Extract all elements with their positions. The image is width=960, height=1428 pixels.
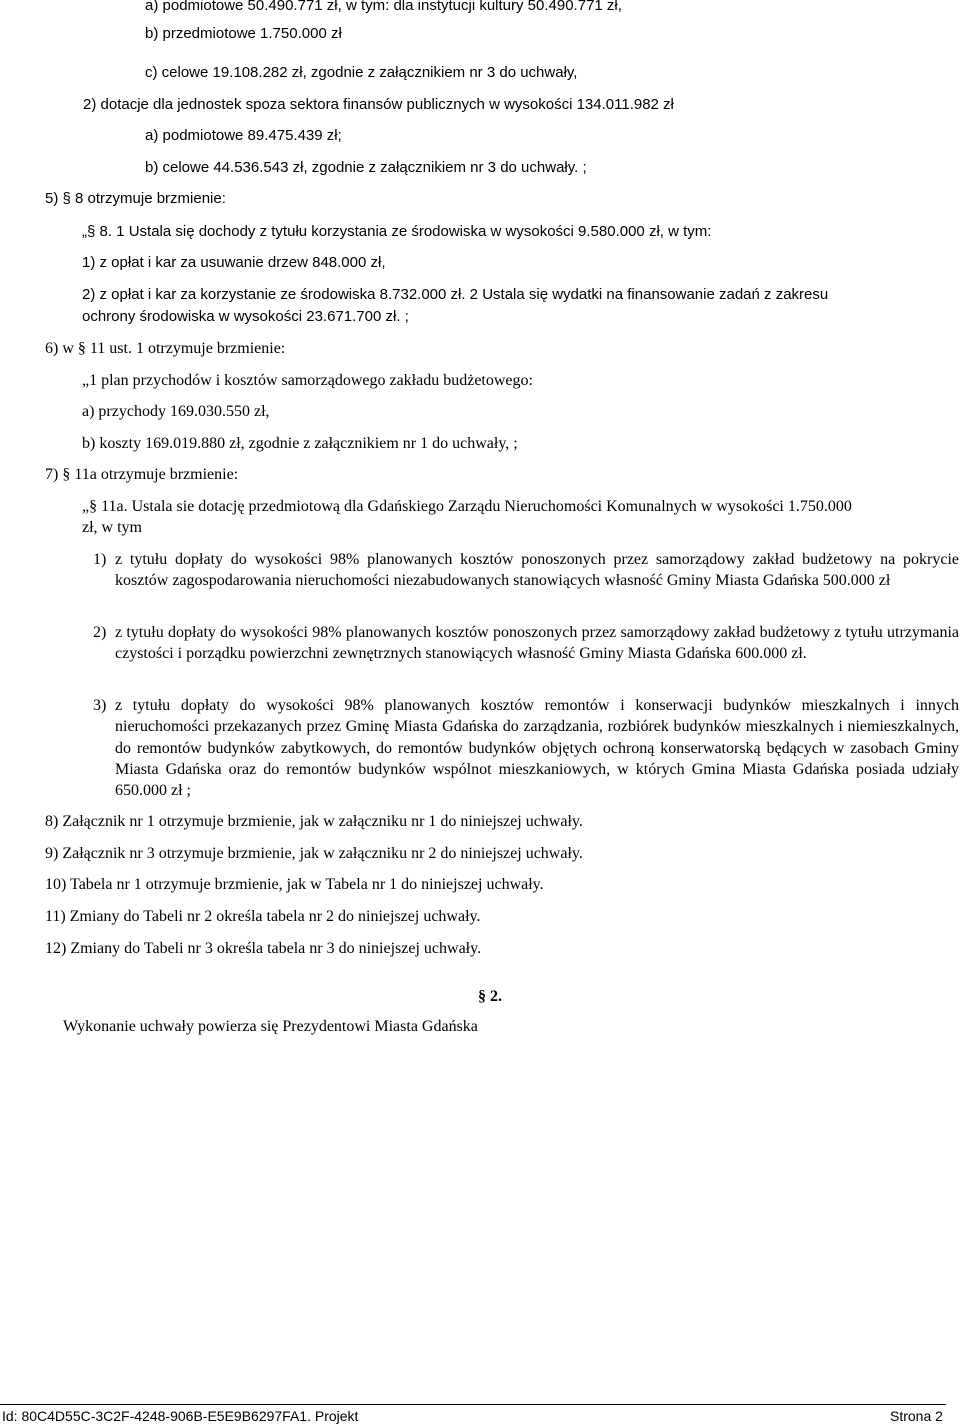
list-item-marker: 2) — [93, 624, 107, 641]
list-item — [93, 549, 959, 592]
text-line: a) podmiotowe 89.475.439 zł; — [145, 127, 342, 144]
amendment-point-11: 11) Zmiany do Tabeli nr 2 określa tabela nr 2 do niniejszej uchwały. — [45, 908, 481, 925]
amendment-point-10: 10) Tabela nr 1 otrzymuje brzmienie, jak w Tabela nr 1 do niniejszej uchwały. — [45, 876, 544, 893]
list-item — [93, 622, 959, 665]
section-heading: § 2. — [478, 988, 502, 1005]
amendment-point-6: 6) w § 11 ust. 1 otrzymuje brzmienie: — [45, 340, 286, 357]
amendment-point-8: 8) Załącznik nr 1 otrzymuje brzmienie, jak w załączniku nr 1 do niniejszej uchwały. — [45, 813, 583, 830]
text-line: 2) dotacje dla jednostek spoza sektora finansów publicznych w wysokości 134.011.982 zł — [83, 96, 674, 113]
text-line: „1 plan przychodów i kosztów samorządowego zakładu budżetowego: — [82, 372, 533, 389]
amendment-point-12: 12) Zmiany do Tabeli nr 3 określa tabela nr 3 do niniejszej uchwały. — [45, 940, 482, 957]
text-line: 1) z opłat i kar za usuwanie drzew 848.000 zł, — [82, 254, 386, 271]
text-line: „§ 8. 1 Ustala się dochody z tytułu korzystania ze środowiska w wysokości 9.580.000 zł, w tym: — [82, 223, 712, 240]
list-item-marker: 1) — [93, 551, 107, 568]
text-line: zł, w tym — [82, 519, 142, 536]
list-item-text: z tytułu dopłaty do wysokości 98% planowanych kosztów remontów i konserwacji budynków mieszkalnych i innych nieruchomości przekazanych przez Gminę Miasta Gdańska do zarządzania, rozbiórek budynków mieszkalnych i niemieszkalnych, do remontów budynków zabytkowych, do remontów budynków objętych ochroną konserwatorską będących w zasobach Gminy Miasta Gdańska oraz do remontów budynków wspólnot mieszkaniowych, w których Gmina Miasta Gdańska posiada udziały 650.000 zł ; — [115, 697, 959, 800]
footer-divider — [0, 1404, 946, 1405]
text-line: a) podmiotowe 50.490.771 zł, w tym: dla instytucji kultury 50.490.771 zł, — [145, 0, 622, 14]
amendment-point-7: 7) § 11a otrzymuje brzmienie: — [45, 466, 239, 483]
amendment-point-5: 5) § 8 otrzymuje brzmienie: — [45, 190, 226, 207]
amendment-point-9: 9) Załącznik nr 3 otrzymuje brzmienie, jak w załączniku nr 2 do niniejszej uchwały. — [45, 845, 583, 862]
list-item — [93, 695, 959, 801]
text-line: b) koszty 169.019.880 zł, zgodnie z załącznikiem nr 1 do uchwały, ; — [82, 435, 518, 452]
text-line: a) przychody 169.030.550 zł, — [82, 403, 270, 420]
document-id: Id: 80C4D55C-3C2F-4248-906B-E5E9B6297FA1. Projekt — [2, 1408, 359, 1424]
list-item-text: z tytułu dopłaty do wysokości 98% planowanych kosztów ponoszonych przez samorządowy zakład budżetowy z tytułu utrzymania czystości i porządku powierzchni zewnętrznych stanowiących własność Gminy Miasta Gdańska 600.000 zł. — [115, 624, 959, 663]
text-line: b) celowe 44.536.543 zł, zgodnie z załącznikiem nr 3 do uchwały. ; — [145, 159, 587, 176]
page-number: Strona 2 — [890, 1408, 943, 1424]
section-text: Wykonanie uchwały powierza się Prezydentowi Miasta Gdańska — [63, 1018, 478, 1035]
text-line: 2) z opłat i kar za korzystanie ze środowiska 8.732.000 zł. 2 Ustala się wydatki na finansowanie zadań z zakresu — [82, 286, 829, 303]
text-line: c) celowe 19.108.282 zł, zgodnie z załącznikiem nr 3 do uchwały, — [145, 64, 578, 81]
list-item-text: z tytułu dopłaty do wysokości 98% planowanych kosztów ponoszonych przez samorządowy zakład budżetowy na pokrycie kosztów zagospodarowania nieruchomości niezabudowanych stanowiących własność Gminy Miasta Gdańska 500.000 zł — [115, 551, 959, 590]
text-line: ochrony środowiska w wysokości 23.671.700 zł. ; — [82, 308, 409, 325]
list-item-marker: 3) — [93, 697, 107, 714]
text-line: „§ 11a. Ustala sie dotację przedmiotową dla Gdańskiego Zarządu Nieruchomości Komunalnych w wysokości 1.750.000 — [82, 498, 852, 515]
text-line: b) przedmiotowe 1.750.000 zł — [145, 25, 342, 42]
